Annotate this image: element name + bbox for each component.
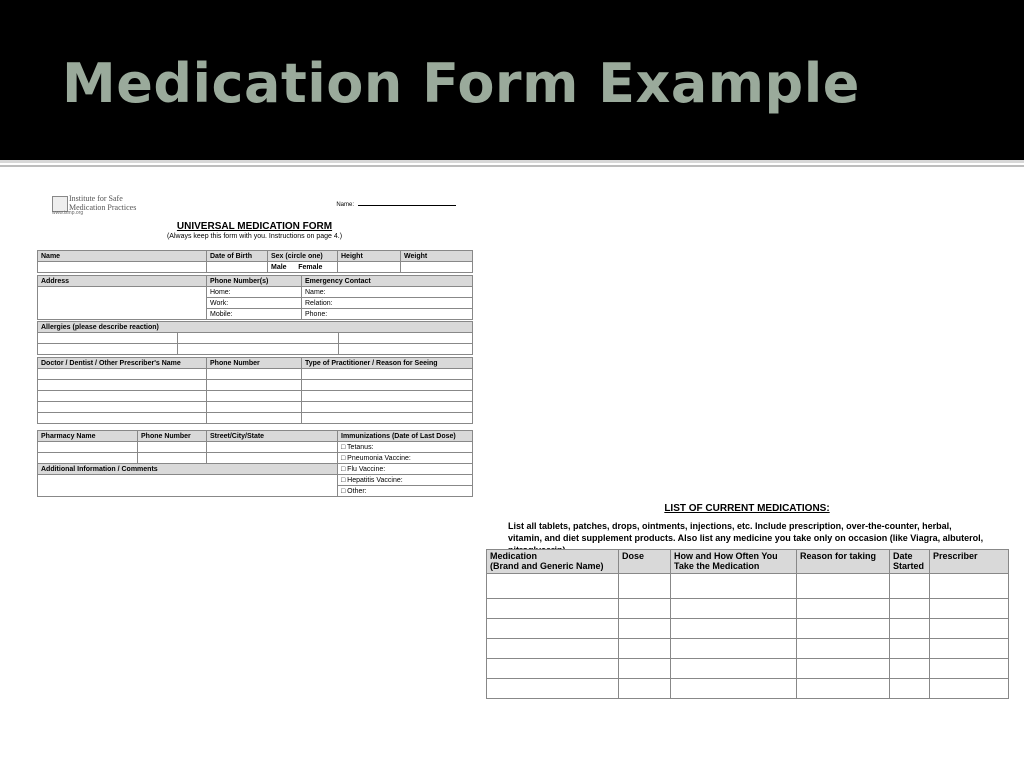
header-divider: [0, 160, 1024, 163]
dob-header: Date of Birth: [207, 251, 268, 262]
prescribers-table: [37, 357, 473, 424]
how-often-column-header: How and How Often You Take the Medication: [671, 550, 797, 574]
dose-column-header: Dose: [619, 550, 671, 574]
street-cell: [207, 453, 338, 464]
table-row: [487, 659, 1009, 679]
universal-medication-form: [37, 190, 472, 510]
table-row: [487, 679, 1009, 699]
medications-table: [486, 549, 1009, 699]
table-row: [38, 369, 473, 380]
reason-column-header: Reason for taking: [797, 550, 890, 574]
name-field-label: Name:: [336, 202, 354, 208]
form-title: UNIVERSAL MEDICATION FORM: [176, 221, 333, 232]
table-row: [487, 619, 1009, 639]
practitioner-type-header: Type of Practitioner / Reason for Seeing: [302, 358, 473, 369]
header-divider-secondary: [0, 165, 1024, 167]
medication-column-header: Medication (Brand and Generic Name): [487, 550, 619, 574]
allergy-cell: [178, 344, 339, 355]
logo-text: Institute for Safe Medication Practices: [69, 194, 137, 212]
additional-info-header: Additional Information / Comments: [38, 464, 338, 475]
pharmacy-name-header: Pharmacy Name: [38, 431, 138, 442]
name-header: Name: [38, 251, 207, 262]
phone-numbers-header: Phone Number(s): [207, 276, 302, 287]
prescriber-column-header: Prescriber: [930, 550, 1009, 574]
allergy-cell: [339, 333, 473, 344]
height-header: Height: [338, 251, 401, 262]
sex-cell: [268, 262, 338, 273]
weight-header: Weight: [401, 251, 473, 262]
allergy-cell: [178, 333, 339, 344]
table-row: [38, 391, 473, 402]
pharmacy-table: [37, 430, 473, 497]
table-row: [487, 574, 1009, 599]
female-option: Female: [298, 263, 323, 271]
emergency-phone: Phone:: [302, 309, 473, 320]
weight-cell: [401, 262, 473, 273]
street-cell: [207, 442, 338, 453]
pneumonia-item: □ Pneumonia Vaccine:: [338, 453, 473, 464]
other-item: □ Other:: [338, 486, 473, 497]
tetanus-item: □ Tetanus:: [338, 442, 473, 453]
pharmacy-phone-cell: [138, 453, 207, 464]
date-started-column-header: Date Started: [890, 550, 930, 574]
pharmacy-name-cell: [38, 442, 138, 453]
work-phone: Work:: [207, 298, 302, 309]
pharmacy-phone-cell: [138, 442, 207, 453]
height-cell: [338, 262, 401, 273]
name-field: [336, 200, 456, 208]
home-phone: Home:: [207, 287, 302, 298]
name-cell: [38, 262, 207, 273]
slide-title: Medication Form Example: [62, 52, 860, 115]
flu-item: □ Flu Vaccine:: [338, 464, 473, 475]
contact-table: [37, 275, 473, 320]
emergency-relation: Relation:: [302, 298, 473, 309]
medications-list-title: LIST OF CURRENT MEDICATIONS:: [664, 503, 830, 514]
pharmacy-phone-header: Phone Number: [138, 431, 207, 442]
allergy-cell: [38, 333, 178, 344]
pharmacy-name-cell: [38, 453, 138, 464]
table-row: [38, 413, 473, 424]
emergency-contact-header: Emergency Contact: [302, 276, 473, 287]
emergency-name: Name:: [302, 287, 473, 298]
immunizations-header: Immunizations (Date of Last Dose): [338, 431, 473, 442]
medications-instructions: List all tablets, patches, drops, ointments, injections, etc. Include prescription, over-the-counter, herbal, vitamin, and diet supplement products. Also list any medicine you take only on occasion (like Viagra, albuterol,: [508, 521, 984, 543]
form-subtitle: (Always keep this form with you. Instructions on page 4.): [166, 233, 343, 240]
table-row: [38, 402, 473, 413]
allergies-table: [37, 321, 473, 355]
slide-header: [0, 0, 1024, 160]
male-option: Male: [271, 263, 287, 271]
mobile-phone: Mobile:: [207, 309, 302, 320]
allergy-cell: [38, 344, 178, 355]
personal-info-table: [37, 250, 473, 273]
prescriber-phone-header: Phone Number: [207, 358, 302, 369]
allergy-cell: [339, 344, 473, 355]
prescriber-name-header: Doctor / Dentist / Other Prescriber's Name: [38, 358, 207, 369]
logo-url: www.ismp.org: [52, 210, 84, 216]
address-cell: [38, 287, 207, 320]
sex-header: Sex (circle one): [268, 251, 338, 262]
hepatitis-item: □ Hepatitis Vaccine:: [338, 475, 473, 486]
table-row: [487, 599, 1009, 619]
table-row: [38, 380, 473, 391]
dob-cell: [207, 262, 268, 273]
additional-info-cell: [38, 475, 338, 497]
ismp-logo: [52, 194, 162, 222]
name-field-blank: [358, 200, 456, 206]
table-row: [487, 639, 1009, 659]
allergies-header: Allergies (please describe reaction): [38, 322, 473, 333]
street-header: Street/City/State: [207, 431, 338, 442]
address-header: Address: [38, 276, 207, 287]
